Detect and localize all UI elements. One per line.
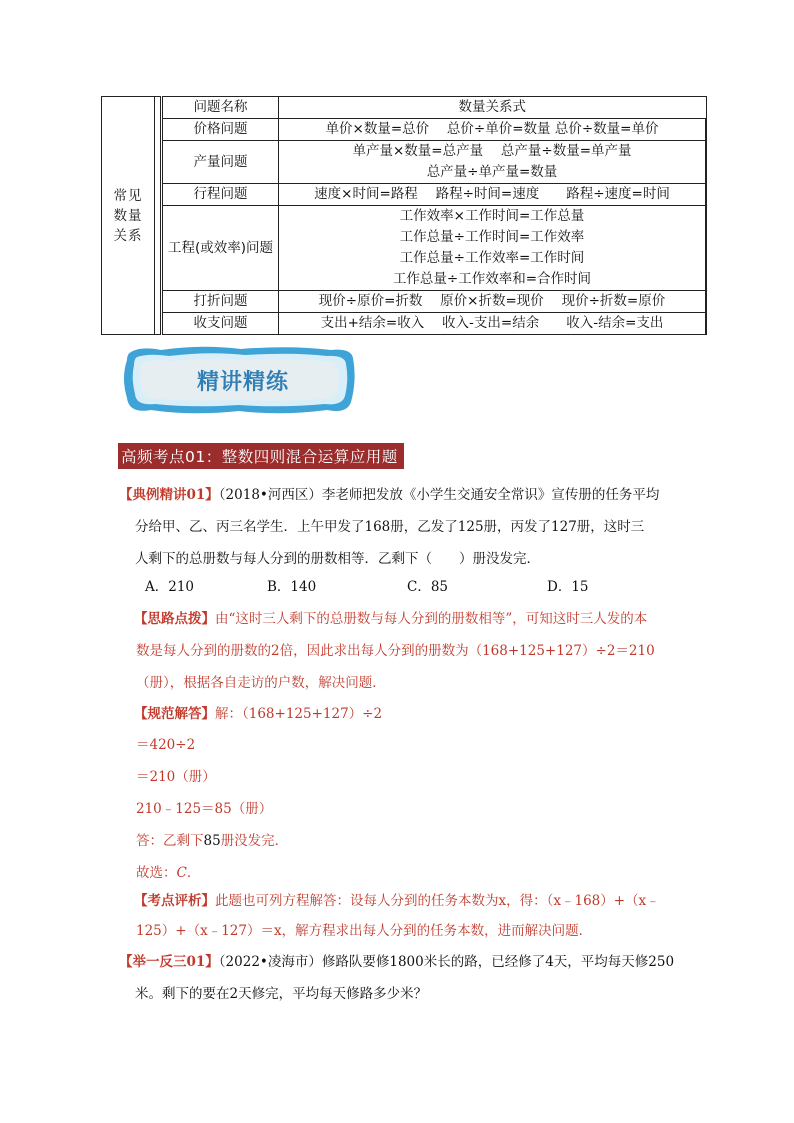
- review-line-1: [134, 885, 709, 917]
- option-b: B．140: [267, 579, 317, 595]
- relation-line: 现价÷原价=折数 原价×折数=现价 现价÷折数=原价: [318, 293, 666, 309]
- solution-line-2: ＝210（册）: [136, 769, 216, 785]
- row-relation: [279, 141, 707, 184]
- side-label-line: 关系: [113, 227, 143, 244]
- review-line-2: 125）+（x﹣127）＝x，解方程求出每人分到的任务本数，进而解决问题．: [136, 923, 593, 939]
- relation-line: 工作总量÷工作效率=工作时间: [399, 250, 585, 266]
- solution-tag: 【规范解答】: [134, 706, 215, 722]
- row-relation: [279, 119, 707, 141]
- row-name: 收支问题: [162, 313, 279, 335]
- row-name: 打折问题: [162, 291, 279, 313]
- relation-line: 支出+结余=收入 收入-支出=结余 收入-结余=支出: [320, 315, 664, 331]
- row-relation: [279, 291, 707, 313]
- solution-line-0: [134, 698, 709, 730]
- hint-line-3: （册），根据各自走访的户数，解决问题．: [136, 675, 386, 691]
- banner-text-wrap: [121, 344, 357, 416]
- practice-tag: 【举一反三01】: [119, 954, 219, 970]
- table-side-label: [102, 97, 155, 335]
- example-text: （2018•河西区）李老师把发放《小学生交通安全常识》宣传册的任务平均: [218, 487, 660, 503]
- answer-prefix: 答：乙剩下: [136, 833, 204, 849]
- solution-line-4: [136, 825, 711, 857]
- choice-suffix: ．: [186, 865, 201, 881]
- solution-line-1: ＝420÷2: [136, 737, 196, 753]
- option-c: C．85: [407, 579, 449, 595]
- hint-line-1: [134, 603, 709, 635]
- hint-text: 由“这时三人剩下的总册数与每人分到的册数相等”，可知这时三人发的本: [215, 611, 648, 627]
- banner-title: 精讲精练: [196, 369, 289, 395]
- row-relation: [279, 184, 707, 206]
- row-name-text: 工程(或效率)问题: [167, 240, 274, 256]
- option-a: A．210: [145, 579, 195, 595]
- row-relation: [279, 313, 707, 335]
- answer-suffix: 册没发完．: [220, 833, 289, 849]
- relation-line: 工作总量÷工作效率和=合作时间: [392, 271, 592, 287]
- practice-text: （2022•凌海市）修路队要修1800米长的路，已经修了4天，平均每天修250: [218, 954, 675, 970]
- practice-line-1: [119, 946, 694, 978]
- kaodian-label: 高频考点01：整数四则混合运算应用题: [118, 443, 404, 469]
- answer-value: 85: [203, 833, 221, 849]
- hint-tag: 【思路点拨】: [134, 611, 215, 627]
- review-tag: 【考点评析】: [134, 893, 215, 909]
- row-relation: [279, 206, 707, 291]
- example-line-2: 分给甲、乙、丙三名学生．上午甲发了168册，乙发了125册，丙发了127册，这时三: [135, 519, 645, 535]
- hint-line-2: 数是每人分到的册数的2倍，因此求出每人分到的册数为（168+125+127）÷2＝210: [136, 643, 655, 659]
- relation-line: 速度×时间=路程 路程÷时间=速度 路程÷速度=时间: [314, 186, 670, 202]
- row-name: 产量问题: [162, 141, 279, 184]
- relation-line: 工作总量÷工作时间=工作效率: [399, 229, 585, 245]
- relation-line: 单产量×数量=总产量 总产量÷数量=单产量: [352, 143, 632, 159]
- relation-table: [101, 96, 707, 335]
- side-label-line: 数量: [113, 207, 143, 224]
- solution-line-3: 210﹣125＝85（册）: [136, 801, 273, 817]
- example-line-3: 人剩下的总册数与每人分到的册数相等．乙剩下（ ）册没发完．: [135, 551, 540, 567]
- row-name: 行程问题: [162, 184, 279, 206]
- choice-value: C: [176, 865, 187, 881]
- table-gap: [155, 97, 162, 335]
- row-name: 价格问题: [162, 119, 279, 141]
- header-relation: 数量关系式: [279, 97, 707, 119]
- header-name: 问题名称: [162, 97, 279, 119]
- side-label-line: 常见: [113, 187, 143, 204]
- review-text: 此题也可列方程解答：设每人分到的任务本数为x，得：（x﹣168）+（x﹣: [215, 893, 660, 909]
- example-tag: 【典例精讲01】: [119, 487, 219, 503]
- relation-line: 单价×数量=总价 总价÷单价=数量 总价÷数量=单价: [325, 121, 659, 137]
- row-name: [162, 206, 279, 291]
- practice-line-2: 米。剩下的要在2天修完，平均每天修路多少米？: [135, 986, 428, 1002]
- choice-prefix: 故选：: [136, 865, 177, 881]
- solution-text: 解：（168+125+127）÷2: [215, 706, 383, 722]
- example-line-1: [119, 479, 694, 511]
- relation-line: 工作效率×工作时间=工作总量: [399, 208, 585, 224]
- option-d: D．15: [547, 579, 589, 595]
- relation-line: 总产量÷单产量=数量: [426, 164, 558, 180]
